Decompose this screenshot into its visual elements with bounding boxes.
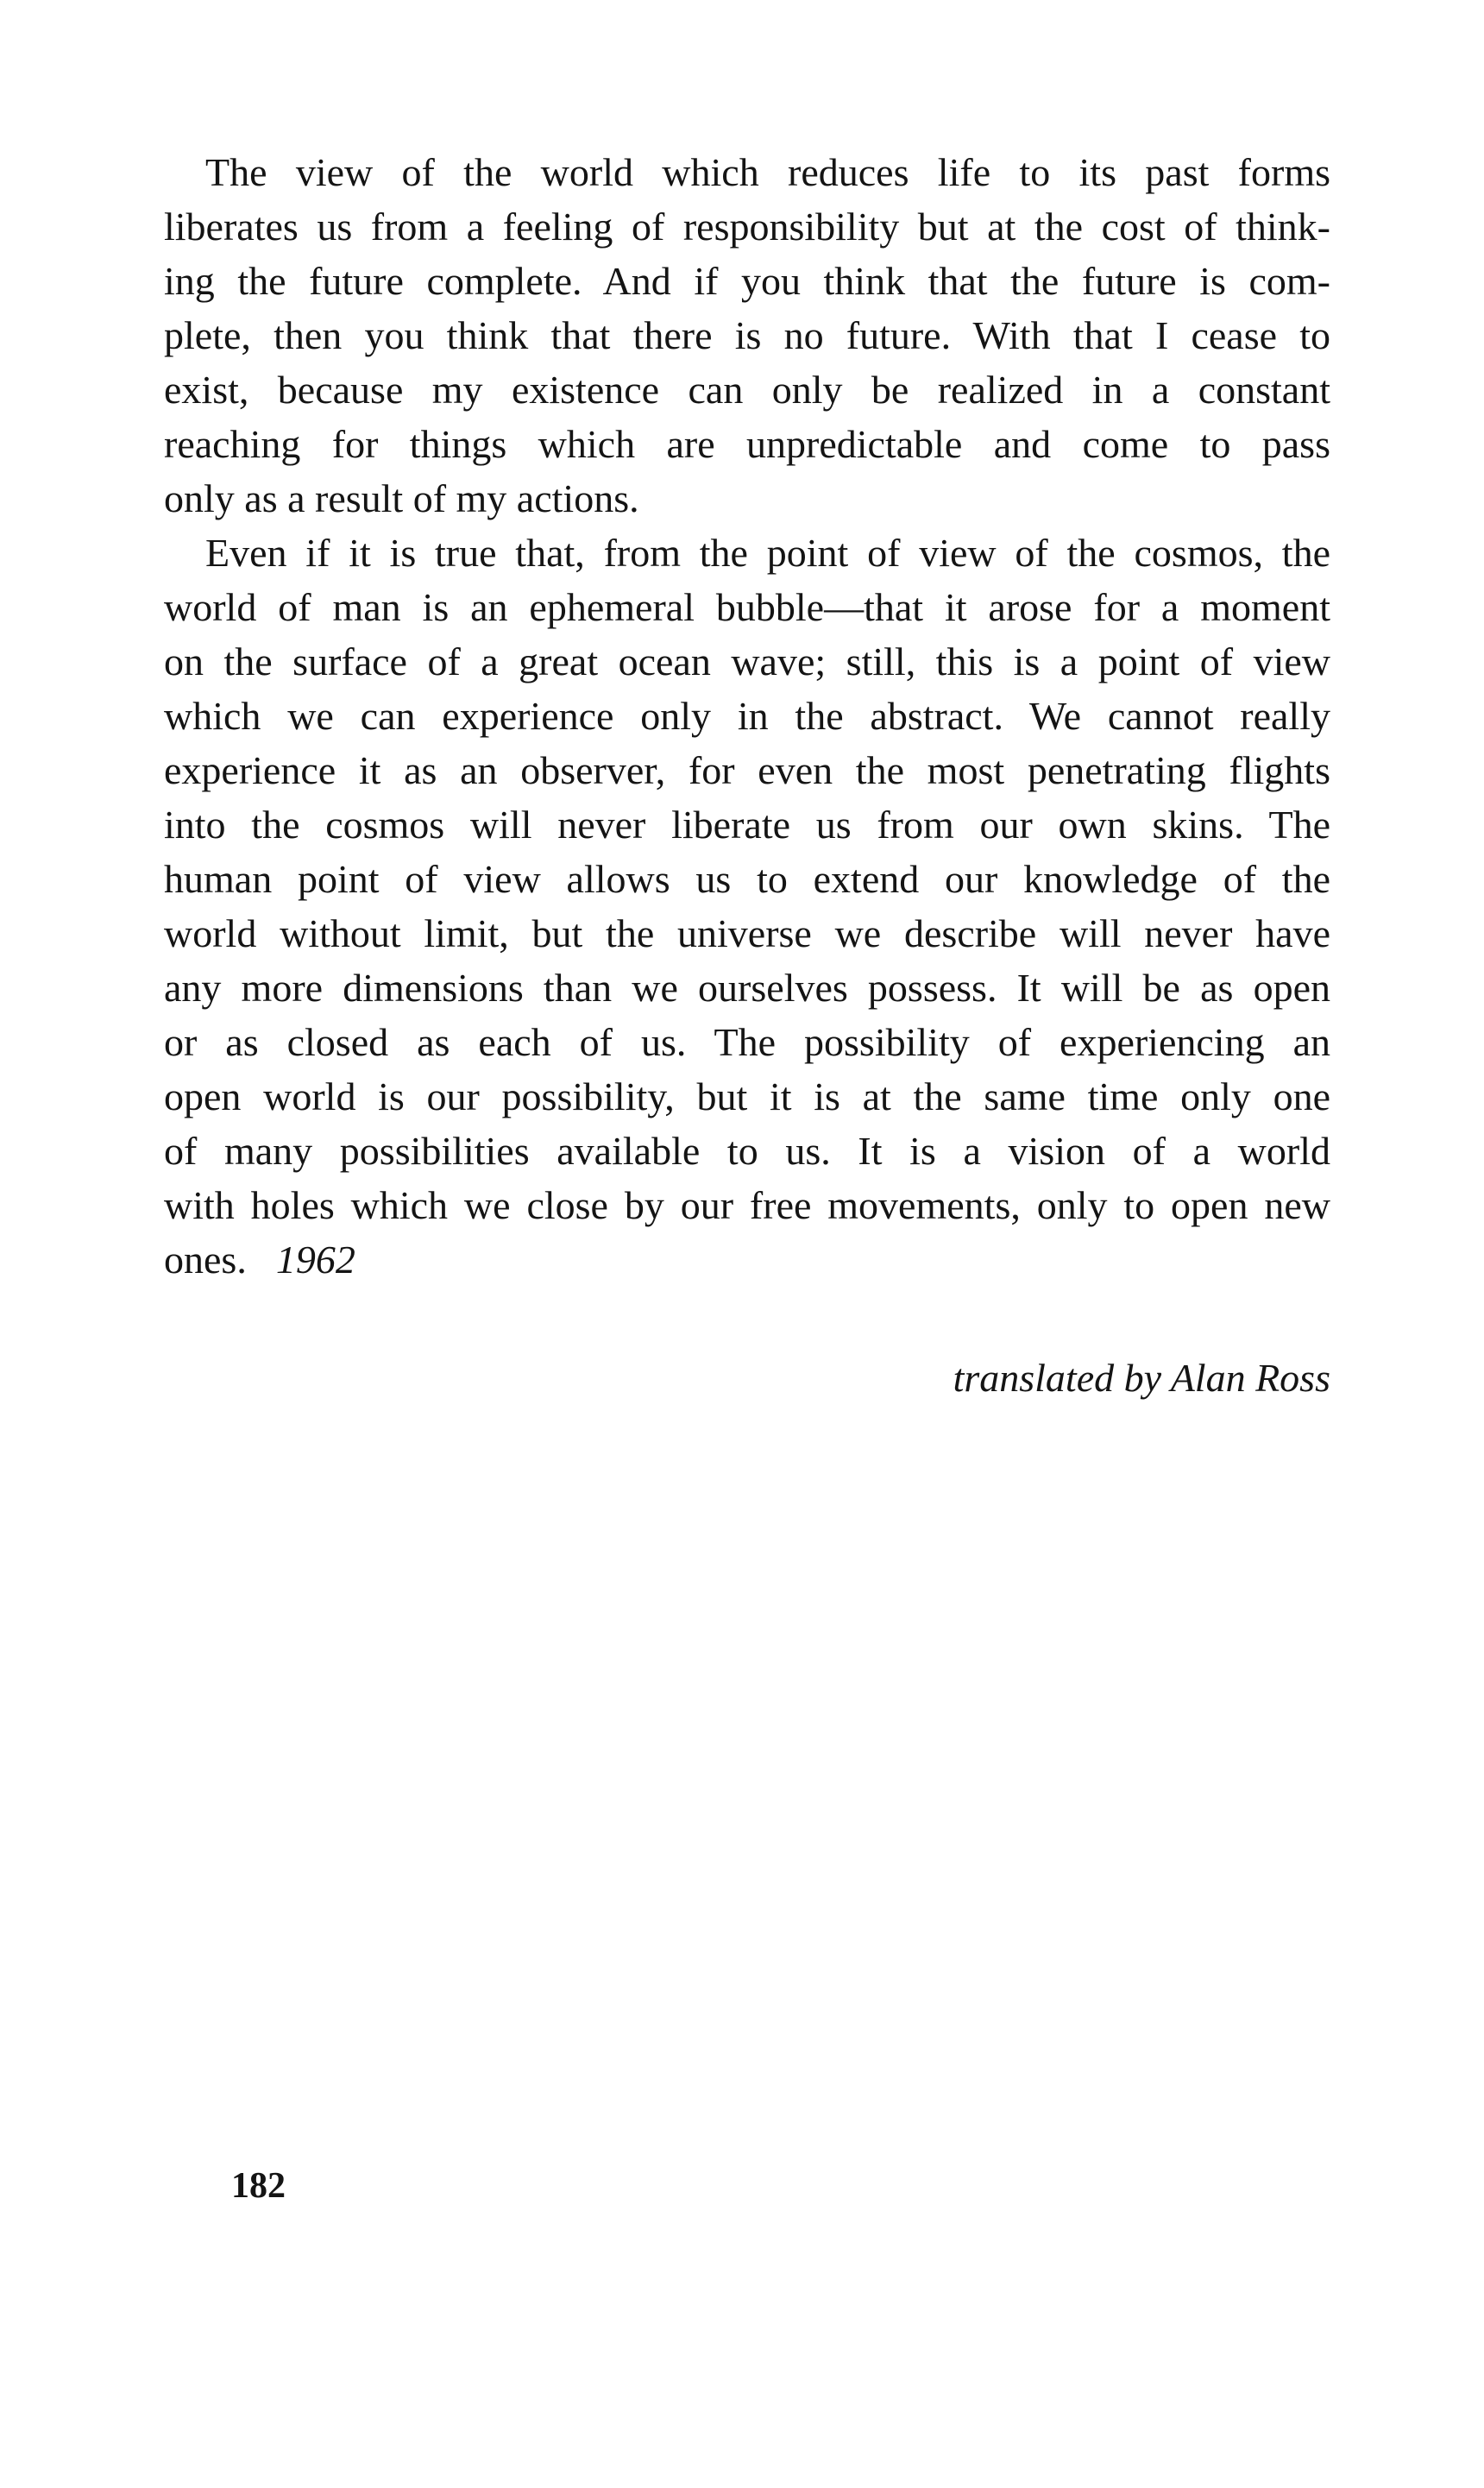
year-date: 1962 [275,1238,355,1282]
final-line-text: ones. [164,1238,247,1282]
text-line: of many possibilities available to us. It is a vision of a world [164,1129,1330,1173]
text-line: exist, because my existence can only be realized in a constant [164,368,1330,412]
text-line: liberates us from a feeling of responsibility but at the cost of think- [164,205,1330,249]
text-line: world of man is an ephemeral bubble—that it arose for a moment [164,585,1330,629]
text-line: any more dimensions than we ourselves possess. It will be as open [164,966,1330,1010]
text-line: or as closed as each of us. The possibility of experiencing an [164,1020,1330,1064]
body-text [164,145,1330,1287]
text-line: world without limit, but the universe we describe will never have [164,911,1330,955]
text-line: Even if it is true that, from the point of view of the cosmos, the [205,531,1330,575]
text-line: on the surface of a great ocean wave; still, this is a point of view [164,639,1330,683]
text-line: The view of the world which reduces life to its past forms [205,150,1330,194]
text-line: experience it as an observer, for even the most penetrating flights [164,748,1330,792]
page-number: 182 [231,2166,286,2206]
text-line: with holes which we close by our free movements, only to open new [164,1183,1330,1227]
text-line: into the cosmos will never liberate us from our own skins. The [164,803,1330,847]
text-line: which we can experience only in the abstract. We cannot really [164,694,1330,738]
text-line: reaching for things which are unpredictable and come to pass [164,422,1330,466]
text-line: only as a result of my actions. [164,476,639,520]
text-line: plete, then you think that there is no future. With that I cease to [164,313,1330,357]
text-line-final [164,1232,1330,1287]
text-line: ing the future complete. And if you think that the future is com- [164,259,1330,303]
translator-credit: translated by Alan Ross [953,1356,1330,1400]
text-line: open world is our possibility, but it is at the same time only one [164,1074,1330,1118]
text-line: human point of view allows us to extend our knowledge of the [164,857,1330,901]
